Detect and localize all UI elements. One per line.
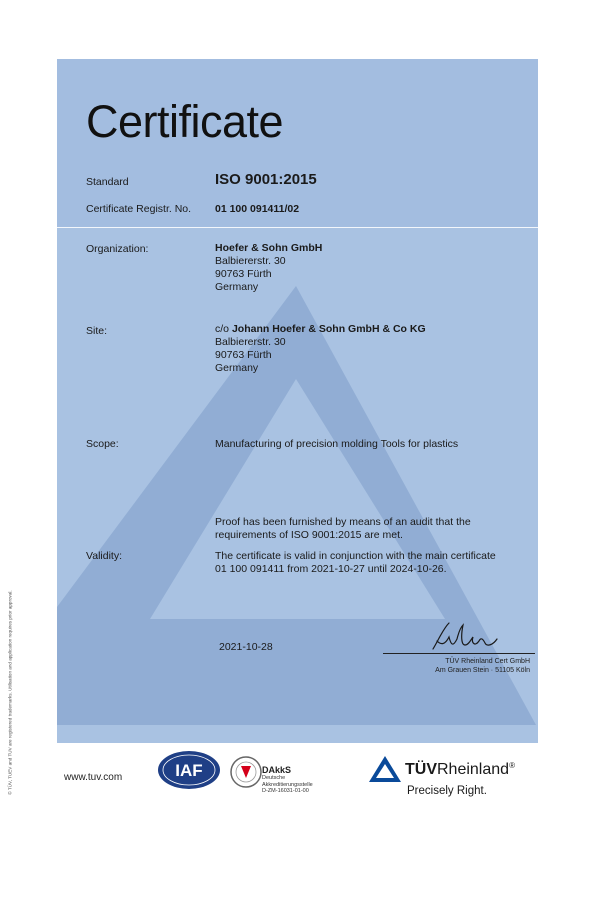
site-address: [215, 323, 426, 375]
registr-label: Certificate Registr. No.: [86, 203, 192, 215]
site-label: Site:: [86, 325, 108, 337]
registered-mark: ®: [509, 761, 515, 770]
dakks-seal-icon: [230, 752, 262, 792]
site-street: Balbiererstr. 30: [215, 336, 286, 348]
issue-date: 2021-10-28: [219, 641, 273, 653]
registr-value: 01 100 091411/02: [215, 203, 300, 215]
dakks-line-3: D-ZM-16031-01-00: [262, 788, 309, 794]
organization-address: [215, 242, 322, 294]
site-city: 90763 Fürth: [215, 349, 272, 361]
site-prefix: c/o: [215, 323, 232, 335]
scope-value: Manufacturing of precision molding Tools for plastics: [215, 438, 459, 450]
tuv-slogan: Precisely Right.: [407, 785, 487, 797]
validity-label: Validity:: [86, 550, 122, 562]
issuer-address: Am Grauen Stein · 51105 Köln: [435, 667, 530, 674]
certificate-title: Certificate: [86, 96, 284, 147]
iaf-logo-text: IAF: [175, 761, 203, 780]
standard-label: Standard: [86, 176, 129, 188]
tuv-wordmark-rest: Rheinland: [437, 761, 510, 778]
organization-label: Organization:: [86, 243, 149, 255]
validity-statement: [215, 550, 496, 576]
tuv-wordmark: [405, 761, 515, 779]
signature-image: [427, 619, 507, 655]
organization-country: Germany: [215, 281, 259, 293]
proof-statement: [215, 516, 471, 542]
signature-line: [383, 653, 535, 654]
site-name: Johann Hoefer & Sohn GmbH & Co KG: [231, 323, 426, 335]
iaf-logo-icon: [157, 750, 221, 790]
certificate-panel: [57, 59, 538, 743]
proof-line-2: requirements of ISO 9001:2015 are met.: [215, 529, 403, 541]
dakks-line-2: Akkreditierungsstelle: [262, 781, 313, 788]
issuer-block: [383, 657, 530, 675]
site-country: Germany: [215, 362, 259, 374]
tuv-triangle-logo-icon: [368, 755, 402, 783]
proof-line-1: Proof has been furnished by means of an audit that the: [215, 516, 471, 528]
scope-label: Scope:: [86, 438, 119, 450]
dakks-text-block: [262, 765, 313, 795]
dakks-line-1: Deutsche: [262, 775, 286, 781]
trademark-note: © TÜV, TUEV and TUV are registered trademarks. Utilisation and application requires prior approval.: [7, 590, 13, 795]
organization-city: 90763 Fürth: [215, 268, 272, 280]
issuer-name: TÜV Rheinland Cert GmbH: [445, 658, 530, 665]
website-link[interactable]: www.tuv.com: [64, 772, 123, 783]
organization-name: Hoefer & Sohn GmbH: [215, 242, 323, 254]
validity-line-1: The certificate is valid in conjunction with the main certificate: [215, 550, 496, 562]
tuv-wordmark-bold: TÜV: [405, 761, 437, 778]
standard-value: ISO 9001:2015: [215, 171, 317, 188]
organization-street: Balbiererstr. 30: [215, 255, 286, 267]
validity-line-2: 01 100 091411 from 2021-10-27 until 2024-10-26.: [215, 563, 447, 575]
dakks-word: DAkkS: [262, 765, 292, 775]
